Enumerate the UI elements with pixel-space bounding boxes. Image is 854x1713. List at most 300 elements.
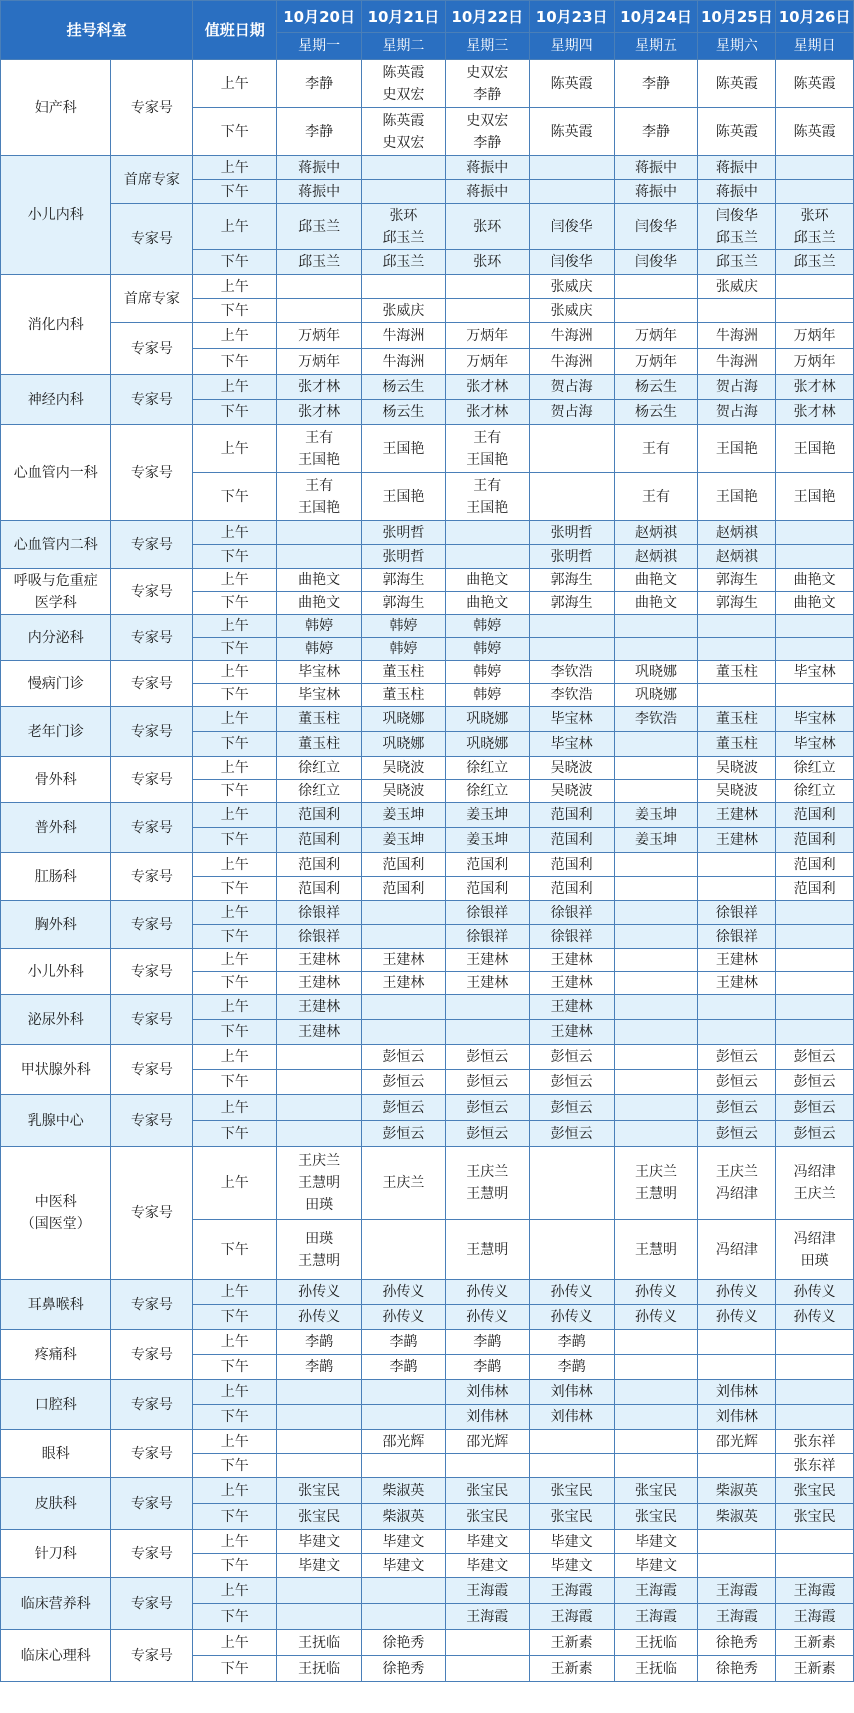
doctor-cell [529, 1147, 614, 1220]
doctor-cell [776, 1121, 854, 1147]
doctor-name: 万炳年 [635, 353, 678, 370]
registration-type: 专家号 [111, 425, 193, 521]
doctor-name: 杨云生 [382, 379, 425, 395]
period-label: 上午 [193, 1430, 277, 1454]
doctor-name: 彭恒云 [382, 1099, 425, 1116]
doctor-cell [362, 1070, 446, 1095]
doctor-cell [614, 661, 698, 684]
period-label: 下午 [193, 925, 277, 949]
doctor-name: 张明哲 [382, 548, 425, 565]
doctor-cell [776, 1355, 854, 1380]
schedule-row [1, 707, 854, 732]
doctor-name: 王海霞 [466, 1582, 509, 1599]
doctor-name: 王海霞 [635, 1608, 678, 1625]
doctor-cell [529, 1405, 614, 1430]
doctor-name: 王有 [305, 477, 334, 494]
doctor-cell [277, 1330, 362, 1355]
doctor-name: 王建林 [715, 807, 758, 823]
doctor-cell [529, 995, 614, 1020]
doctor-cell [614, 1355, 698, 1380]
doctor-cell [776, 1220, 854, 1280]
doctor-cell [277, 1454, 362, 1478]
doctor-name: 李鹋 [389, 1334, 418, 1350]
doctor-name: 王海霞 [466, 1608, 509, 1625]
doctor-name: 曲艳文 [298, 572, 341, 588]
doctor-name: 毕宝林 [550, 711, 593, 727]
doctor-cell [614, 995, 698, 1020]
period-label: 下午 [193, 250, 277, 275]
doctor-name: 彭恒云 [715, 1125, 758, 1142]
doctor-cell [614, 425, 698, 473]
registration-type: 专家号 [111, 1630, 193, 1682]
doctor-cell [614, 1095, 698, 1121]
doctor-name: 陈英霞 [715, 75, 758, 92]
doctor-cell [362, 473, 446, 521]
schedule-row [1, 853, 854, 877]
doctor-name: 张宝民 [298, 1482, 341, 1499]
doctor-name: 范国利 [550, 856, 593, 873]
registration-type: 专家号 [111, 1280, 193, 1330]
doctor-cell [277, 803, 362, 828]
registration-type: 专家号 [111, 803, 193, 853]
doctor-cell [445, 180, 529, 204]
department-name [1, 1147, 111, 1280]
doctor-cell [529, 828, 614, 853]
schedule-row [1, 615, 854, 638]
doctor-cell [529, 349, 614, 375]
doctor-name: 王海霞 [635, 1582, 678, 1599]
doctor-name: 毕建文 [635, 1533, 678, 1550]
doctor-name: 张威庆 [550, 278, 593, 295]
doctor-name: 郭海生 [550, 572, 593, 588]
doctor-cell [277, 180, 362, 204]
department-block [1, 1630, 854, 1682]
doctor-cell [362, 592, 446, 615]
doctor-cell [277, 1530, 362, 1554]
doctor-cell [776, 1305, 854, 1330]
doctor-name: 王建林 [382, 952, 425, 968]
doctor-name: 王新素 [793, 1634, 836, 1651]
doctor-cell [362, 828, 446, 853]
schedule-row [1, 60, 854, 108]
doctor-cell [445, 473, 529, 521]
doctor-cell [776, 473, 854, 521]
doctor-cell [776, 707, 854, 732]
doctor-name: 张威庆 [382, 302, 425, 319]
doctor-cell [362, 949, 446, 972]
weekday-header: 星期二 [362, 33, 446, 60]
doctor-name: 吴晓波 [382, 760, 425, 776]
period-label: 上午 [193, 1147, 277, 1220]
doctor-name: 王有 [642, 440, 671, 457]
doctor-cell [614, 592, 698, 615]
doctor-name: 彭恒云 [550, 1125, 593, 1142]
department-name: 皮肤科 [1, 1478, 111, 1530]
doctor-name: 王庆兰 [715, 1164, 758, 1180]
doctor-cell [698, 1578, 776, 1604]
doctor-cell [614, 204, 698, 250]
doctor-name: 陈英霞 [550, 75, 593, 92]
doctor-cell [362, 1355, 446, 1380]
doctor-name: 王国艳 [298, 451, 341, 468]
doctor-name: 徐红立 [298, 760, 341, 776]
doctor-cell [776, 156, 854, 180]
doctor-cell [529, 1121, 614, 1147]
doctor-name: 赵炳祺 [715, 524, 758, 541]
department-name: 耳鼻喉科 [1, 1280, 111, 1330]
doctor-cell [698, 1355, 776, 1380]
doctor-name: 毕建文 [382, 1557, 425, 1574]
doctor-cell [529, 1578, 614, 1604]
department-name-line: （国医堂） [20, 1216, 91, 1232]
doctor-name: 彭恒云 [466, 1074, 509, 1090]
doctor-cell [277, 60, 362, 108]
schedule-row [1, 1280, 854, 1305]
doctor-name: 张才林 [298, 404, 341, 420]
doctor-cell [776, 400, 854, 425]
doctor-cell [277, 1220, 362, 1280]
schedule-row [1, 1430, 854, 1454]
doctor-cell [776, 901, 854, 925]
doctor-cell [776, 877, 854, 901]
doctor-cell [277, 1554, 362, 1578]
registration-type: 专家号 [111, 60, 193, 156]
period-label: 上午 [193, 425, 277, 473]
date-header: 10月25日 [698, 1, 776, 33]
period-label: 上午 [193, 901, 277, 925]
doctor-cell [698, 661, 776, 684]
schedule-row [1, 995, 854, 1020]
doctor-cell [614, 1330, 698, 1355]
period-label: 上午 [193, 757, 277, 780]
doctor-name: 曲艳文 [635, 572, 678, 588]
doctor-name: 蒋振中 [715, 159, 758, 176]
doctor-name: 闫俊华 [715, 207, 758, 224]
doctor-name: 蒋振中 [715, 183, 758, 200]
weekday-header: 星期日 [776, 33, 854, 60]
doctor-cell [698, 569, 776, 592]
doctor-cell [362, 1280, 446, 1305]
department-name-line: 医学科 [34, 594, 77, 611]
doctor-cell [362, 1578, 446, 1604]
doctor-cell [445, 780, 529, 803]
doctor-cell [277, 1380, 362, 1405]
doctor-cell [529, 323, 614, 349]
doctor-cell [277, 1656, 362, 1682]
doctor-name: 赵炳祺 [635, 524, 678, 541]
period-label: 上午 [193, 375, 277, 400]
doctor-cell [698, 925, 776, 949]
doctor-cell [776, 592, 854, 615]
doctor-cell [614, 1578, 698, 1604]
doctor-cell [614, 473, 698, 521]
doctor-cell [362, 323, 446, 349]
doctor-cell [277, 1070, 362, 1095]
doctor-cell [776, 180, 854, 204]
doctor-name: 彭恒云 [550, 1049, 593, 1065]
doctor-cell [277, 545, 362, 569]
weekday-header: 星期五 [614, 33, 698, 60]
doctor-name: 张才林 [793, 379, 836, 395]
schedule-row [1, 204, 854, 250]
doctor-name: 彭恒云 [466, 1125, 509, 1142]
doctor-cell [529, 1504, 614, 1530]
doctor-name: 冯绍津 [715, 1241, 758, 1258]
doctor-name: 王建林 [715, 952, 758, 968]
doctor-name: 毕建文 [635, 1557, 678, 1574]
doctor-name: 闫俊华 [635, 218, 678, 235]
doctor-cell [529, 592, 614, 615]
period-label: 上午 [193, 1478, 277, 1504]
doctor-cell [698, 180, 776, 204]
doctor-cell [362, 275, 446, 299]
doctor-cell [529, 901, 614, 925]
doctor-name: 徐艳秀 [715, 1634, 758, 1651]
doctor-cell [445, 1405, 529, 1430]
doctor-cell [776, 1530, 854, 1554]
department-name: 甲状腺外科 [1, 1045, 111, 1095]
doctor-name: 李鹋 [557, 1334, 586, 1350]
doctor-name: 董玉柱 [382, 664, 425, 680]
doctor-name: 李静 [473, 86, 502, 103]
doctor-cell [445, 400, 529, 425]
doctor-cell [445, 521, 529, 545]
registration-type: 专家号 [111, 521, 193, 569]
doctor-name: 孙传义 [550, 1284, 593, 1300]
doctor-cell [698, 400, 776, 425]
doctor-name: 彭恒云 [793, 1074, 836, 1090]
registration-type: 专家号 [111, 661, 193, 707]
doctor-cell [698, 853, 776, 877]
doctor-cell [445, 204, 529, 250]
doctor-name: 张宝民 [793, 1482, 836, 1499]
doctor-cell [445, 545, 529, 569]
doctor-cell [529, 1305, 614, 1330]
doctor-name: 牛海洲 [550, 353, 593, 370]
doctor-cell [614, 707, 698, 732]
doctor-cell [362, 1220, 446, 1280]
doctor-name: 邱玉兰 [298, 254, 341, 270]
doctor-name: 牛海洲 [550, 327, 593, 344]
doctor-cell [529, 375, 614, 400]
doctor-name: 柴淑英 [382, 1482, 425, 1499]
doctor-cell [776, 615, 854, 638]
doctor-name: 彭恒云 [715, 1049, 758, 1065]
doctor-cell [529, 707, 614, 732]
doctor-name: 蒋振中 [635, 159, 678, 176]
registration-type: 专家号 [111, 1045, 193, 1095]
doctor-cell [529, 1020, 614, 1045]
doctor-cell [277, 877, 362, 901]
doctor-cell [277, 684, 362, 707]
doctor-cell [277, 995, 362, 1020]
doctor-cell [776, 1280, 854, 1305]
department-name: 心血管内二科 [1, 521, 111, 569]
doctor-name: 李鹋 [557, 1359, 586, 1375]
period-label: 下午 [193, 400, 277, 425]
doctor-cell [614, 1220, 698, 1280]
doctor-name: 李钦浩 [550, 664, 593, 680]
department-block [1, 853, 854, 901]
doctor-cell [776, 1454, 854, 1478]
doctor-cell [362, 901, 446, 925]
period-label: 上午 [193, 323, 277, 349]
doctor-cell [614, 877, 698, 901]
doctor-cell [445, 1305, 529, 1330]
department-block [1, 901, 854, 949]
schedule-row [1, 803, 854, 828]
doctor-cell [277, 299, 362, 323]
doctor-name: 毕宝林 [298, 687, 341, 703]
doctor-name: 王建林 [466, 952, 509, 968]
doctor-cell [277, 1045, 362, 1070]
doctor-name: 孙传义 [466, 1284, 509, 1300]
doctor-cell [529, 250, 614, 275]
doctor-cell [529, 1554, 614, 1578]
doctor-cell [362, 521, 446, 545]
doctor-cell [277, 925, 362, 949]
doctor-cell [529, 1630, 614, 1656]
department-name: 神经内科 [1, 375, 111, 425]
doctor-name: 王海霞 [550, 1608, 593, 1625]
department-block [1, 1330, 854, 1380]
doctor-cell [529, 1530, 614, 1554]
doctor-cell [776, 275, 854, 299]
doctor-name: 李钦浩 [550, 687, 593, 703]
doctor-cell [445, 828, 529, 853]
doctor-cell [445, 732, 529, 757]
registration-type: 专家号 [111, 323, 193, 375]
doctor-name: 韩婷 [473, 687, 502, 703]
doctor-cell [362, 569, 446, 592]
department-block [1, 1578, 854, 1630]
doctor-cell [698, 1604, 776, 1630]
doctor-cell [698, 1478, 776, 1504]
doctor-cell [614, 323, 698, 349]
doctor-name: 王有 [642, 488, 671, 505]
doctor-name: 杨云生 [635, 404, 678, 420]
doctor-cell [776, 108, 854, 156]
doctor-name: 王慧明 [466, 1241, 509, 1258]
doctor-name: 张宝民 [550, 1508, 593, 1525]
doctor-name: 冯绍津 [793, 1230, 836, 1247]
schedule-row [1, 757, 854, 780]
doctor-cell [776, 375, 854, 400]
doctor-cell [445, 1355, 529, 1380]
doctor-name: 王有 [473, 429, 502, 446]
department-block [1, 995, 854, 1045]
doctor-cell [277, 972, 362, 995]
doctor-cell [776, 925, 854, 949]
doctor-cell [698, 156, 776, 180]
doctor-name: 王庆兰 [466, 1164, 509, 1180]
doctor-cell [445, 803, 529, 828]
doctor-cell [445, 877, 529, 901]
doctor-name: 蒋振中 [635, 183, 678, 200]
doctor-name: 邱玉兰 [382, 254, 425, 270]
doctor-cell [445, 592, 529, 615]
doctor-name: 史双宏 [466, 64, 509, 81]
doctor-cell [614, 972, 698, 995]
doctor-cell [698, 972, 776, 995]
schedule-row [1, 1095, 854, 1121]
period-label: 下午 [193, 349, 277, 375]
doctor-cell [277, 1305, 362, 1330]
doctor-name: 张才林 [793, 404, 836, 420]
date-header: 10月21日 [362, 1, 446, 33]
schedule-row [1, 1478, 854, 1504]
doctor-name: 董玉柱 [715, 736, 758, 752]
doctor-name: 毕宝林 [550, 736, 593, 752]
doctor-name: 彭恒云 [466, 1099, 509, 1116]
doctor-name: 姜玉坤 [635, 807, 678, 823]
doctor-name: 刘伟林 [715, 1384, 758, 1400]
doctor-name: 贺占海 [550, 404, 593, 420]
doctor-name: 韩婷 [473, 641, 502, 657]
schedule-row [1, 1530, 854, 1554]
period-label: 下午 [193, 1070, 277, 1095]
doctor-cell [614, 275, 698, 299]
department-name: 临床心理科 [1, 1630, 111, 1682]
department-block [1, 1147, 854, 1280]
doctor-name: 张宝民 [466, 1508, 509, 1525]
doctor-name: 范国利 [382, 856, 425, 873]
doctor-name: 贺占海 [715, 379, 758, 395]
doctor-name: 陈英霞 [715, 123, 758, 140]
doctor-cell [529, 732, 614, 757]
doctor-cell [362, 1045, 446, 1070]
period-label: 下午 [193, 1454, 277, 1478]
department-block [1, 661, 854, 707]
doctor-name: 韩婷 [389, 641, 418, 657]
doctor-name: 巩晓娜 [382, 736, 425, 752]
doctor-name: 姜玉坤 [466, 807, 509, 823]
doctor-cell [445, 349, 529, 375]
doctor-cell [614, 780, 698, 803]
doctor-cell [277, 707, 362, 732]
doctor-name: 张才林 [298, 379, 341, 395]
doctor-cell [776, 60, 854, 108]
doctor-cell [614, 1020, 698, 1045]
doctor-name: 陈英霞 [382, 112, 425, 129]
doctor-cell [776, 949, 854, 972]
doctor-name: 王有 [473, 477, 502, 494]
doctor-name: 孙传义 [715, 1309, 758, 1325]
doctor-cell [277, 1147, 362, 1220]
doctor-name: 王新素 [550, 1660, 593, 1677]
doctor-name: 孙传义 [382, 1309, 425, 1325]
doctor-name: 史双宏 [466, 112, 509, 129]
doctor-name: 田瑛 [305, 1230, 334, 1247]
doctor-cell [614, 1430, 698, 1454]
doctor-cell [614, 521, 698, 545]
doctor-cell [614, 925, 698, 949]
doctor-name: 王建林 [298, 1024, 341, 1040]
doctor-name: 吴晓波 [715, 783, 758, 799]
doctor-cell [277, 521, 362, 545]
doctor-name: 万炳年 [635, 327, 678, 344]
doctor-name: 张才林 [466, 404, 509, 420]
date-header: 10月26日 [776, 1, 854, 33]
doctor-name: 毕建文 [298, 1557, 341, 1574]
doctor-cell [698, 901, 776, 925]
doctor-cell [445, 323, 529, 349]
doctor-cell [445, 1070, 529, 1095]
doctor-cell [277, 638, 362, 661]
doctor-name: 董玉柱 [382, 687, 425, 703]
doctor-cell [776, 1554, 854, 1578]
doctor-cell [529, 925, 614, 949]
